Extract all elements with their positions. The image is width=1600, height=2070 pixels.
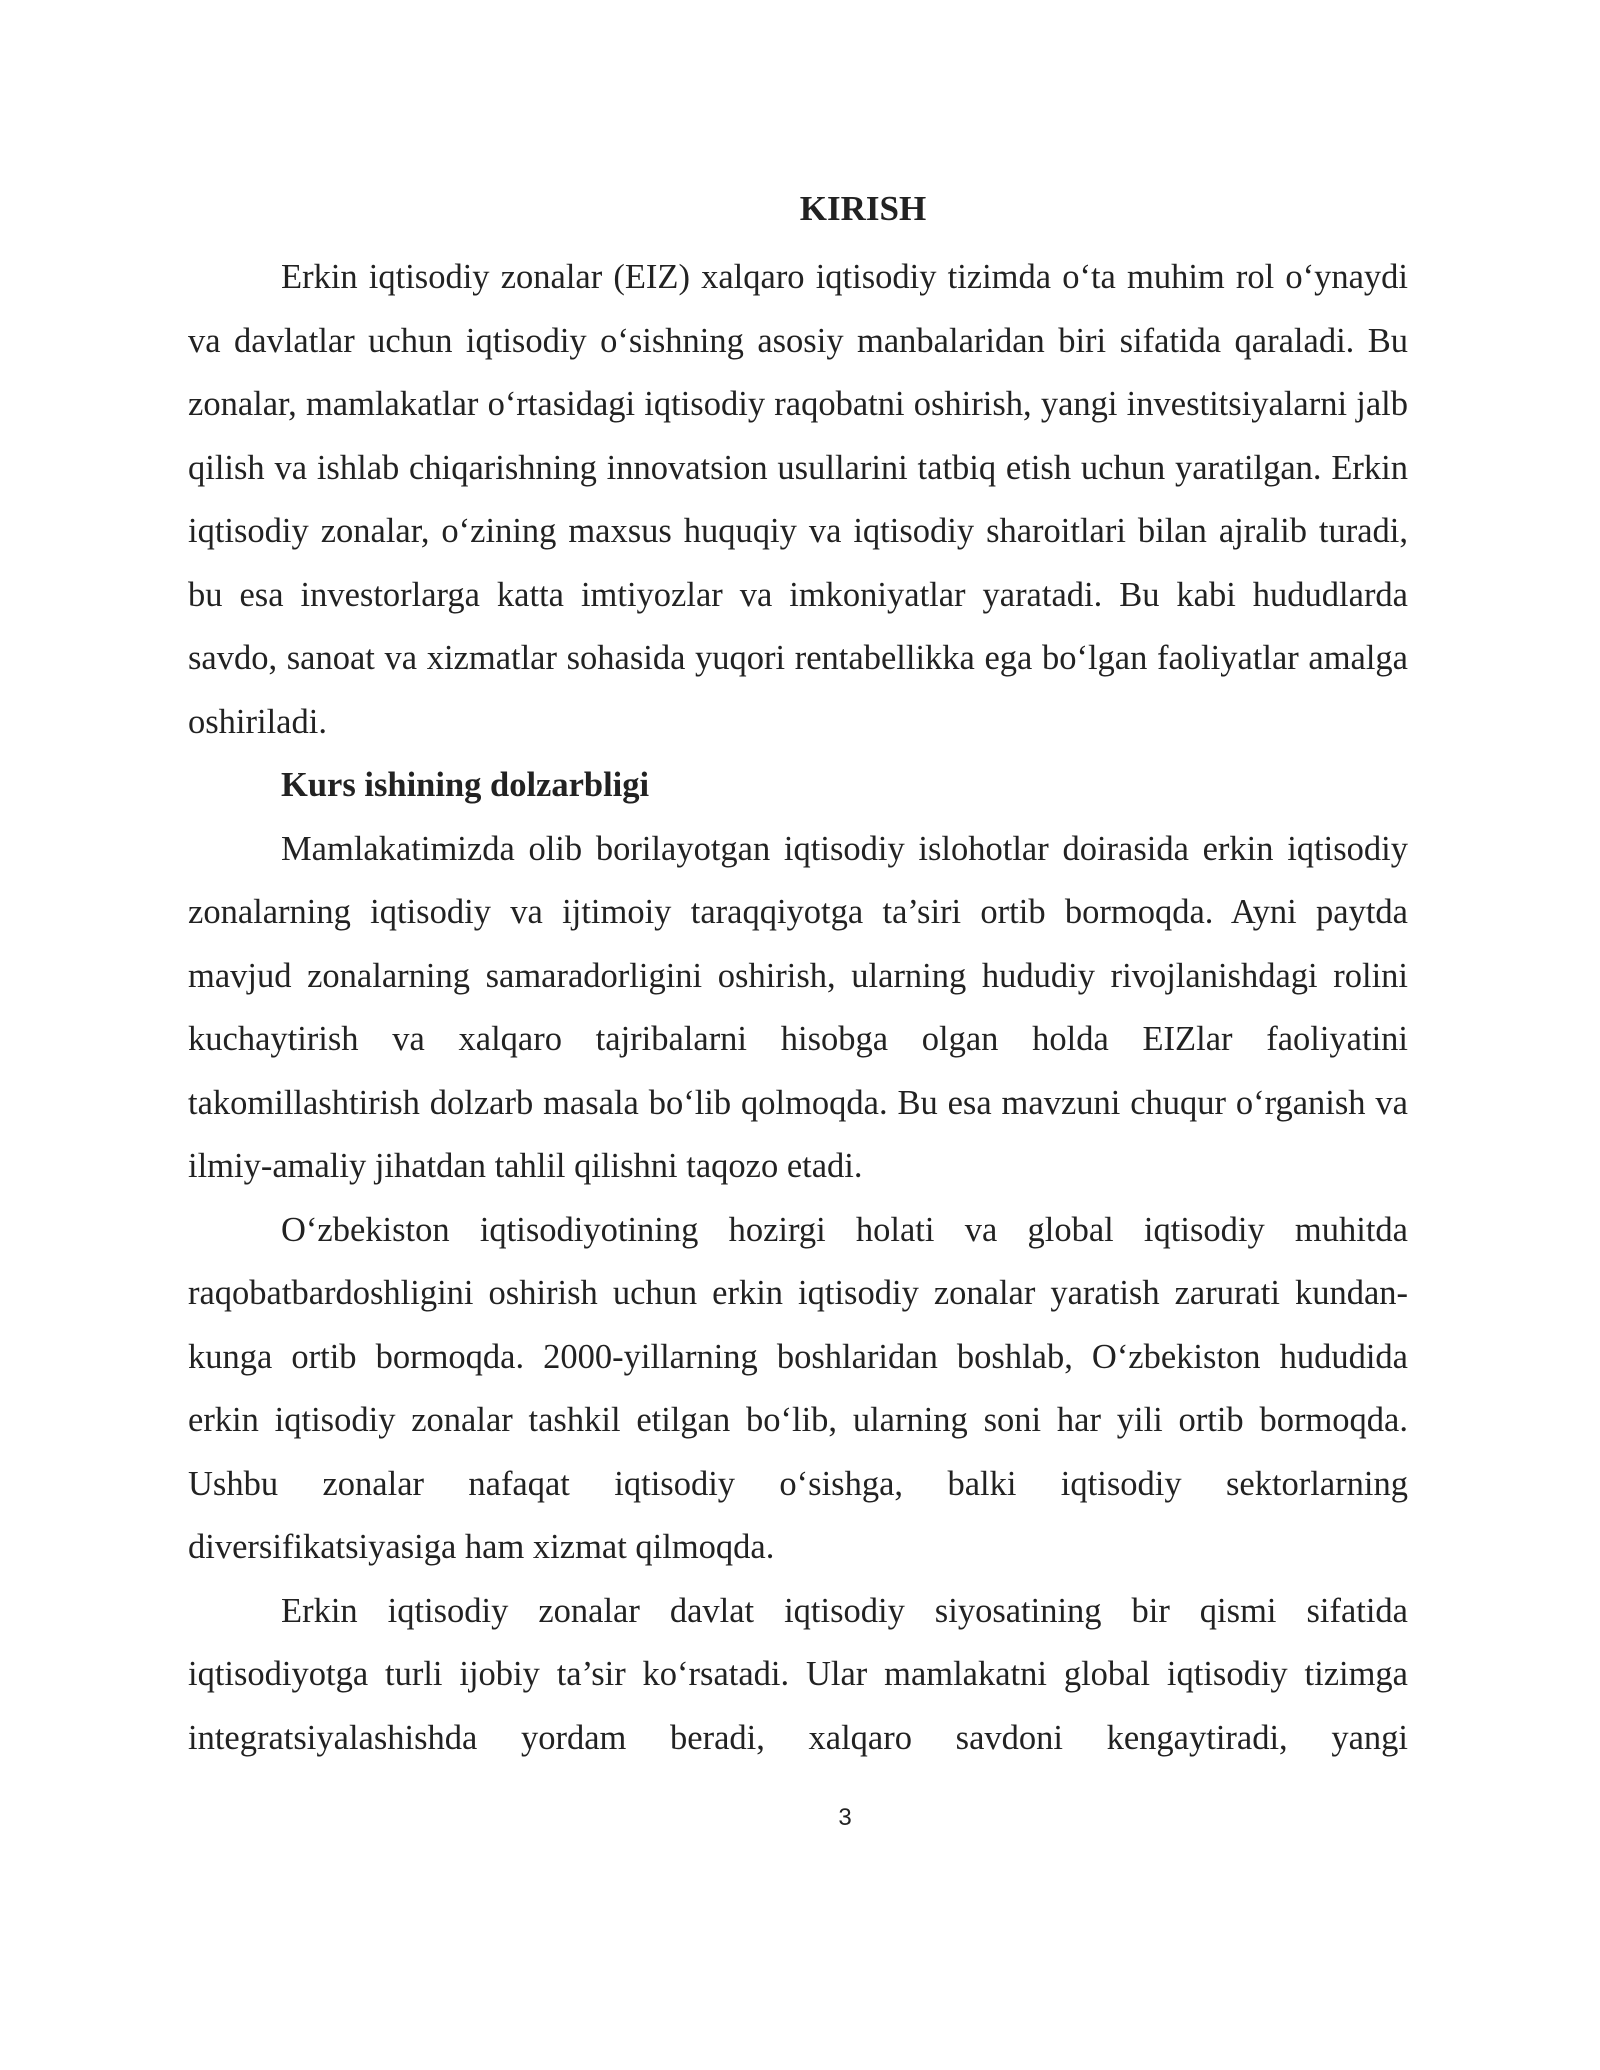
paragraph-policy: Erkin iqtisodiy zonalar davlat iqtisodiy siyosatining bir qismi sifatida iqtisodiyotga turli ijobiy ta’sir ko‘rsatadi. Ular mamlakatni global iqtisodiy tizimga integratsiyalashishda yordam beradi, xalqaro savdoni kengaytiradi, yangi: [188, 1591, 1408, 1757]
paragraph-relevance: Mamlakatimizda olib borilayotgan iqtisodiy islohotlar doirasida erkin iqtisodiy zonalarning iqtisodiy va ijtimoiy taraqqiyotga ta’siri ortib bormoqda. Ayni paytda mavjud zonalarning samaradorligini oshirish, ularning hududiy rivojlanishdagi rolini kuchaytirish va xalqaro tajribalarni hisobga olgan holda EIZlar faoliyatini takomillashtirish dolzarb masala bo‘lib qolmoqda. Bu esa mavzuni chuqur o‘rganish va ilmiy-amaliy jihatdan tahlil qilishni taqozo etadi.: [188, 829, 1408, 1185]
page-number: 3: [838, 1804, 852, 1831]
page-title: KIRISH: [799, 189, 927, 228]
paragraph-uzbekistan: O‘zbekiston iqtisodiyotining hozirgi holati va global iqtisodiy muhitda raqobatbardoshligini oshirish uchun erkin iqtisodiy zonalar yaratish zarurati kundan-kunga ortib bormoqda. 2000-yillarning boshlaridan boshlab, O‘zbekiston hududida erkin iqtisodiy zonalar tashkil etilgan bo‘lib, ularning soni har yili ortib bormoqda. Ushbu zonalar nafaqat iqtisodiy o‘sishga, balki iqtisodiy sektorlarning diversifikatsiyasiga ham xizmat qilmoqda.: [188, 1210, 1408, 1566]
page-content: [188, 184, 1408, 1770]
section-subheading: Kurs ishining dolzarbligi: [281, 766, 650, 804]
paragraph-intro: Erkin iqtisodiy zonalar (EIZ) xalqaro iqtisodiy tizimda o‘ta muhim rol o‘ynaydi va davlatlar uchun iqtisodiy o‘sishning asosiy manbalaridan biri sifatida qaraladi. Bu zonalar, mamlakatlar o‘rtasidagi iqtisodiy raqobatni oshirish, yangi investitsiyalarni jalb qilish va ishlab chiqarishning innovatsion usullarini tatbiq etish uchun yaratilgan. Erkin iqtisodiy zonalar, o‘zining maxsus huquqiy va iqtisodiy sharoitlari bilan ajralib turadi, bu esa investorlarga katta imtiyozlar va imkoniyatlar yaratadi. Bu kabi hududlarda savdo, sanoat va xizmatlar sohasida yuqori rentabellikka ega bo‘lgan faoliyatlar amalga oshiriladi.: [188, 258, 1408, 741]
